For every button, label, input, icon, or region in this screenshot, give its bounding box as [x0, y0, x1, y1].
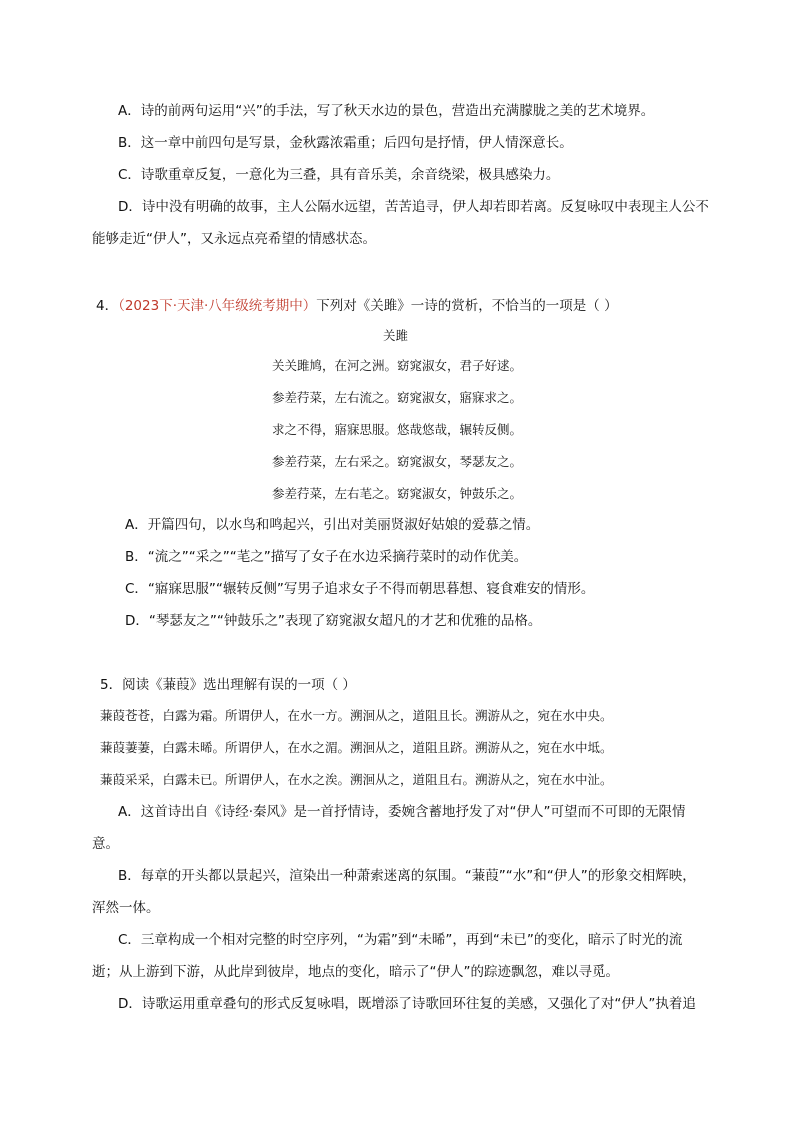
q3-option-d: D．诗中没有明确的故事，主人公隔水远望，苦苦追寻，伊人却若即若离。反复咏叹中表现主人公不 — [118, 199, 709, 215]
q5-option-b-cont: 浑然一体。 — [92, 900, 160, 916]
q5-option-b: B．每章的开头都以景起兴，渲染出一种萧索迷离的氛围。“蒹葭”“水”和“伊人”的形象交相辉映， — [118, 868, 696, 884]
q4-number: 4． — [96, 298, 119, 314]
q5-poem-line: 蒹葭萋萋，白露未晞。所谓伊人，在水之湄。溯洄从之，道阻且跻。溯游从之，宛在水中坻。 — [100, 740, 613, 755]
q3-option-c: C．诗歌重章反复，一意化为三叠，具有音乐美，余音绕梁，极具感染力。 — [118, 167, 560, 183]
q4-source: （2023下·天津·八年级统考期中） — [118, 298, 317, 314]
q4-stem: 下列对《关雎》一诗的赏析，不恰当的一项是（ ） — [316, 298, 618, 314]
q4-stem-line — [96, 297, 618, 315]
q4-option-d: D．“琴瑟友之”“钟鼓乐之”表现了窈窕淑女超凡的才艺和优雅的品格。 — [125, 613, 542, 629]
q5-poem-line: 蒹葭采采，白露未已。所谓伊人，在水之涘。溯洄从之，道阻且右。溯游从之，宛在水中沚。 — [100, 772, 613, 787]
q4-poem-line: 参差荇菜，左右流之。窈窕淑女，寤寐求之。 — [272, 390, 523, 405]
q3-option-a: A．诗的前两句运用“兴”的手法，写了秋天水边的景色，营造出充满朦胧之美的艺术境界。 — [118, 103, 655, 119]
q4-poem-line: 参差荇菜，左右采之。窈窕淑女，琴瑟友之。 — [272, 454, 523, 469]
q5-stem: 5．阅读《蒹葭》选出理解有误的一项（ ） — [100, 677, 356, 693]
q4-poem-line: 关关雎鸠，在河之洲。窈窕淑女，君子好逑。 — [272, 358, 523, 373]
q5-poem-line: 蒹葭苍苍，白露为霜。所谓伊人，在水一方。溯洄从之，道阻且长。溯游从之，宛在水中央。 — [100, 708, 613, 723]
q5-option-c: C．三章构成一个相对完整的时空序列，“为霜”到“未晞”，再到“未已”的变化，暗示了时光的流 — [118, 932, 683, 948]
q4-poem-line: 参差荇菜，左右芼之。窈窕淑女，钟鼓乐之。 — [272, 486, 523, 501]
q4-poem-line: 求之不得，寤寐思服。悠哉悠哉，辗转反侧。 — [272, 422, 523, 437]
q5-option-d: D．诗歌运用重章叠句的形式反复咏唱，既增添了诗歌回环往复的美感，又强化了对“伊人”执着追 — [118, 996, 696, 1012]
q5-option-c-cont: 逝；从上游到下游，从此岸到彼岸，地点的变化，暗示了“伊人”的踪迹飘忽，难以寻觅。 — [92, 964, 619, 980]
q4-option-b: B．“流之”“采之”“芼之”描写了女子在水边采摘荇菜时的动作优美。 — [125, 549, 528, 565]
q5-option-a: A．这首诗出自《诗经·秦风》是一首抒情诗，委婉含蓄地抒发了对“伊人”可望而不可即的无限情 — [118, 804, 686, 820]
q4-poem-title: 关雎 — [383, 328, 409, 343]
q4-option-c: C．“寤寐思服”“辗转反侧”写男子追求女子不得而朝思暮想、寝食难安的情形。 — [125, 581, 595, 597]
q3-option-d-cont: 能够走近“伊人”，又永远点亮希望的情感状态。 — [92, 231, 376, 247]
q5-option-a-cont: 意。 — [92, 836, 119, 852]
q4-option-a: A．开篇四句，以水鸟和鸣起兴，引出对美丽贤淑好姑娘的爱慕之情。 — [125, 517, 540, 533]
q3-option-b: B．这一章中前四句是写景，金秋露浓霜重；后四句是抒情，伊人情深意长。 — [118, 135, 573, 151]
